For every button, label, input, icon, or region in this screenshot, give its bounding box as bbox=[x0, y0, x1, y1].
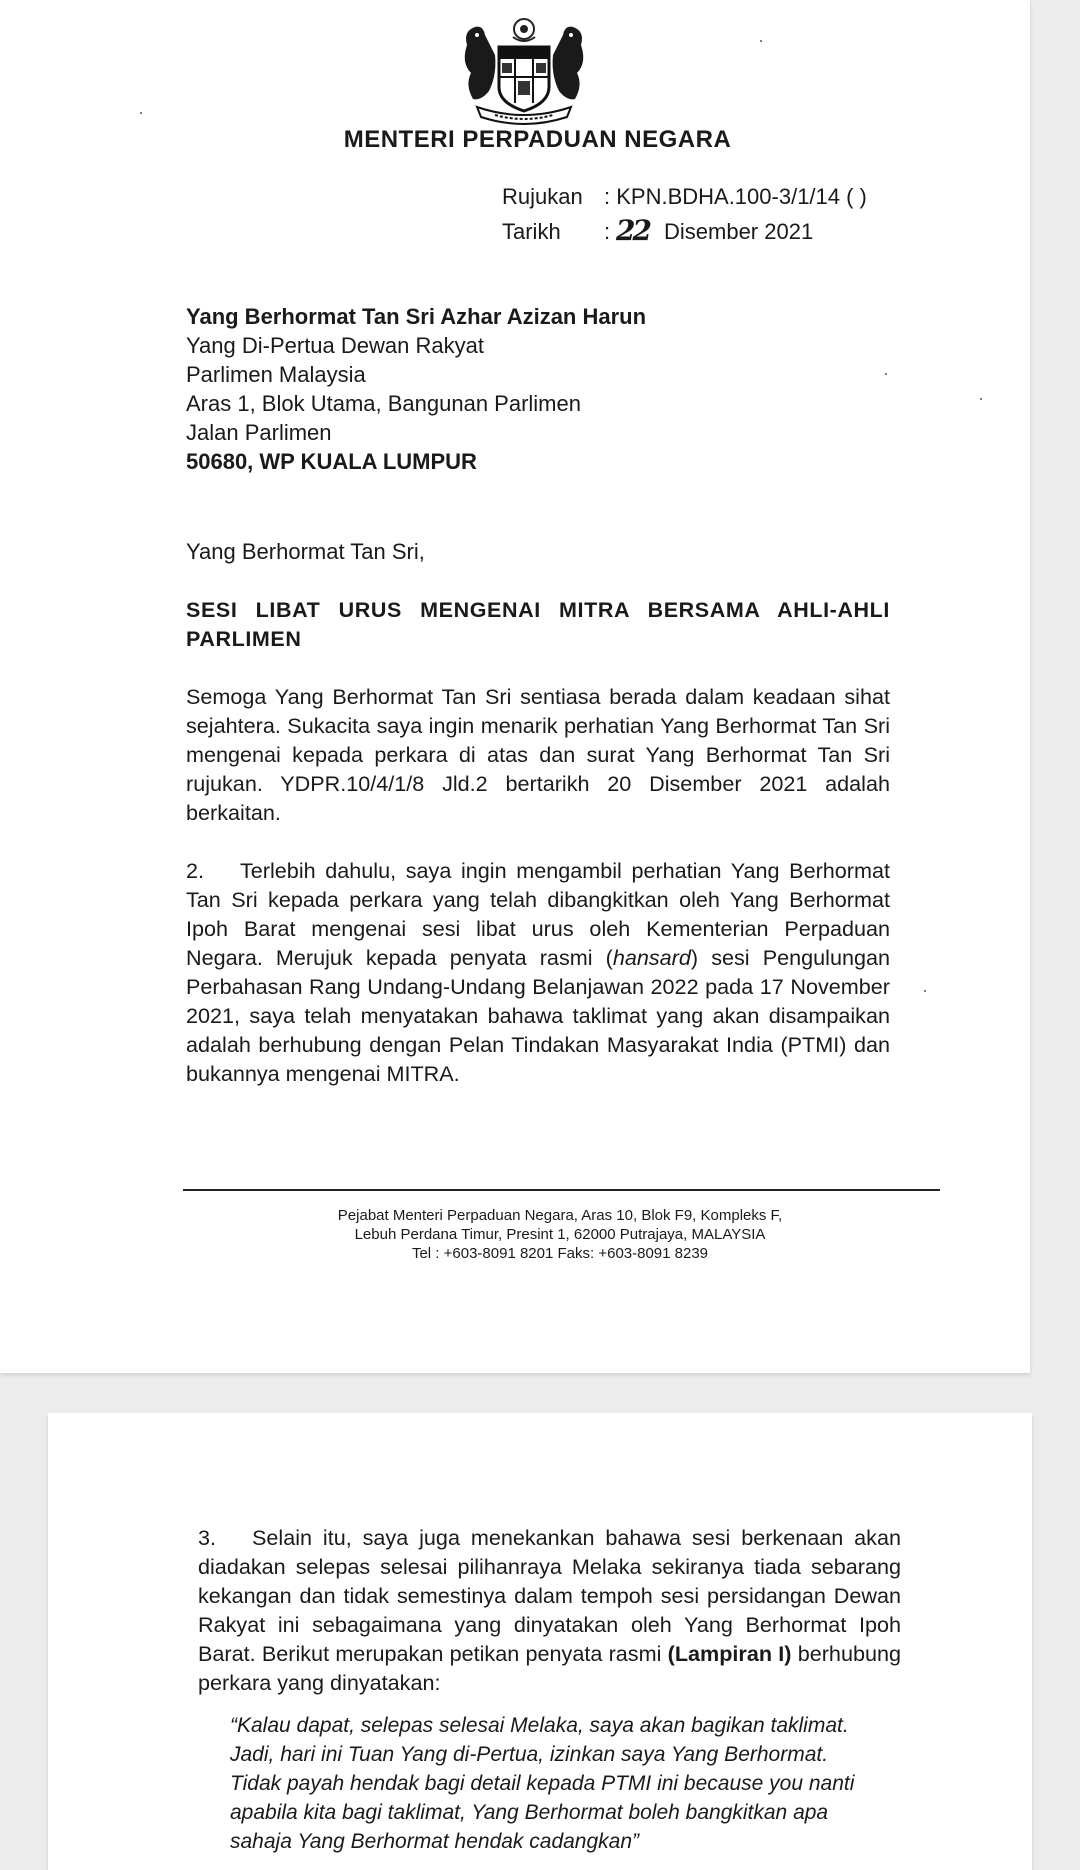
scan-speck bbox=[760, 40, 762, 42]
footer-line: Pejabat Menteri Perpaduan Negara, Aras 10, Blok F9, Kompleks F, bbox=[337, 1207, 783, 1224]
recipient-postcode-city: 50680, WP KUALA LUMPUR bbox=[186, 449, 477, 474]
date-day-handwritten: 22 bbox=[616, 214, 649, 247]
paragraph-2 bbox=[186, 856, 890, 1088]
paragraph-3-text-a: Selain itu, saya juga menekankan bahawa sesi berkenaan akan diadakan selepas selesai pilihanraya Melaka sekiranya tiada sebarang kekangan dan tidak semestinya dalam tempoh sesi persidangan Dewan Rakyat ini sebagaimana yang dinyatakan oleh Yang Berhormat Ipoh Barat. Berikut merupakan petikan penyata rasmi bbox=[198, 1525, 901, 1666]
scan-speck bbox=[924, 990, 926, 992]
date-label: Tarikh bbox=[502, 219, 561, 244]
quote-line: “Kalau dapat, selepas selesai Melaka, saya akan bagikan taklimat. bbox=[230, 1714, 849, 1737]
recipient-address bbox=[186, 302, 646, 476]
recipient-line: Jalan Parlimen bbox=[186, 420, 332, 445]
quote-line: Tidak payah hendak bagi detail kepada PTMI ini because you nanti bbox=[230, 1772, 855, 1795]
quote-line: Jadi, hari ini Tuan Yang di-Pertua, izinkan saya Yang Berhormat. bbox=[230, 1743, 829, 1766]
salutation: Yang Berhormat Tan Sri, bbox=[186, 539, 425, 564]
date-month-year: Disember 2021 bbox=[664, 219, 814, 244]
hansard-quote bbox=[230, 1711, 854, 1856]
quote-line: sahaja Yang Berhormat hendak cadangkan” bbox=[230, 1830, 640, 1853]
subject-line: SESI LIBAT URUS MENGENAI MITRA BERSAMA AHLI-AHLI PARLIMEN bbox=[186, 598, 890, 651]
scan-speck bbox=[885, 373, 887, 375]
footer-divider bbox=[183, 1189, 940, 1191]
paragraph-2-hansard: hansard bbox=[612, 945, 691, 970]
paragraph-number: 3. bbox=[198, 1525, 217, 1550]
footer-line: Lebuh Perdana Timur, Presint 1, 62000 Putrajaya, MALAYSIA bbox=[354, 1226, 766, 1243]
quote-line: apabila kita bagi taklimat, Yang Berhormat boleh bangkitkan apa bbox=[230, 1801, 829, 1824]
scan-speck bbox=[980, 398, 982, 400]
paragraph-3-text-b: berhubung perkara yang dinyatakan: bbox=[198, 1641, 901, 1695]
malaysia-coat-of-arms-icon bbox=[455, 15, 593, 127]
reference-value: : KPN.BDHA.100-3/1/14 ( ) bbox=[604, 184, 867, 209]
paragraph-3 bbox=[198, 1523, 901, 1697]
paragraph-2-text-a: Terlebih dahulu, saya ingin mengambil perhatian Yang Berhormat Tan Sri kepada perkara yang telah dibangkitkan oleh Yang Berhormat Ipoh Barat mengenai sesi libat urus oleh Kementerian Perpaduan Negara. Merujuk kepada penyata rasmi ( bbox=[186, 858, 890, 970]
date-colon: : bbox=[604, 219, 611, 244]
recipient-line: Aras 1, Blok Utama, Bangunan Parlimen bbox=[186, 391, 581, 416]
letter-page-2 bbox=[48, 1413, 1032, 1870]
office-footer bbox=[250, 1206, 870, 1263]
ministry-heading: MENTERI PERPADUAN NEGARA bbox=[343, 126, 732, 153]
scan-speck bbox=[140, 112, 142, 114]
reference-label: Rujukan bbox=[502, 184, 583, 209]
recipient-line: Yang Di-Pertua Dewan Rakyat bbox=[186, 333, 484, 358]
paragraph-number: 2. bbox=[186, 858, 205, 883]
paragraph-2-text-b: ) sesi Pengulungan Perbahasan Rang Undang-Undang Belanjawan 2022 pada 17 November 2021, saya telah menyatakan bahawa taklimat yang akan disampaikan adalah berhubung dengan Pelan Tindakan Masyarakat India (PTMI) dan bukannya mengenai MITRA. bbox=[186, 945, 890, 1086]
footer-line: Tel : +603-8091 8201 Faks: +603-8091 8239 bbox=[411, 1245, 709, 1262]
recipient-line: Parlimen Malaysia bbox=[186, 362, 366, 387]
recipient-name: Yang Berhormat Tan Sri Azhar Azizan Harun bbox=[186, 304, 647, 329]
paragraph-3-attachment: (Lampiran I) bbox=[667, 1641, 792, 1666]
paragraph-1: Semoga Yang Berhormat Tan Sri sentiasa berada dalam keadaan sihat sejahtera. Sukacita saya ingin menarik perhatian Yang Berhormat Tan Sri mengenai kepada perkara di atas dan surat Yang Berhormat Tan Sri rujukan. YDPR.10/4/1/8 Jld.2 bertarikh 20 Disember 2021 adalah berkaitan. bbox=[186, 684, 890, 825]
